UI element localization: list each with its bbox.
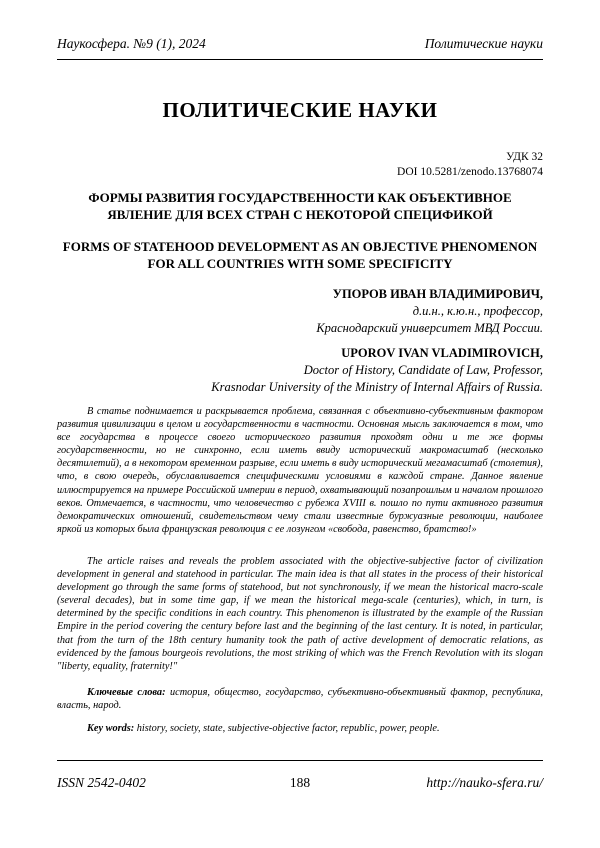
article-title-ru: ФОРМЫ РАЗВИТИЯ ГОСУДАРСТВЕННОСТИ КАК ОБЪЕКТИВНОЕ ЯВЛЕНИЕ ДЛЯ ВСЕХ СТРАН С НЕКОТОРОЙ СПЕЦИФИКОЙ bbox=[88, 190, 512, 222]
keywords-en bbox=[57, 722, 543, 735]
article-meta bbox=[397, 150, 543, 179]
author-degrees-ru: д.и.н., к.ю.н., профессор, bbox=[412, 304, 543, 318]
keywords-text-ru: история, общество, государство, субъективно-объективный фактор, республика, власть, народ. bbox=[57, 687, 544, 712]
author-degrees-en: Doctor of History, Candidate of Law, Professor, bbox=[303, 363, 543, 377]
header-rule bbox=[57, 59, 543, 60]
page-number: 188 bbox=[289, 775, 311, 790]
keywords-text-en: history, society, state, subjective-objective factor, republic, power, people. bbox=[136, 723, 440, 734]
running-head bbox=[57, 36, 543, 52]
author-name-en: UPOROV IVAN VLADIMIROVICH, bbox=[341, 346, 543, 360]
abstract-en: The article raises and reveals the problem associated with the objective-subjective factor of civilization development in general and statehood in particular. The main idea is that all states in the process of their historical development go through the same forms of statehood, but not synchronously, if we mean the historical macro-scale (several decades), but in some time gap, if we mean the historical mega-scale (centuries), which, in turn, is determined by the specific conditions in each country. This phenomenon is illustrated by the example of the Russian Empire in the period covering the century before last and the beginning of the last century. It is noted, in particular, that from the turn of the 18th century humanity took the path of active development of democratic relations, as evidenced by the famous bourgeois revolutions, the most striking of which was the French Revolution with its slogan "liberty, equality, fraternity!" bbox=[57, 556, 543, 672]
author-block-ru bbox=[316, 286, 543, 337]
running-section: Политические науки bbox=[424, 36, 543, 51]
author-affiliation-ru: Краснодарский университет МВД России. bbox=[316, 321, 543, 335]
author-name-ru: УПОРОВ ИВАН ВЛАДИМИРОВИЧ, bbox=[332, 287, 543, 301]
page-footer bbox=[57, 775, 543, 791]
doi: DOI 10.5281/zenodo.13768074 bbox=[397, 165, 543, 178]
footer-rule bbox=[57, 760, 543, 761]
author-block-en bbox=[211, 345, 543, 396]
author-affiliation-en: Krasnodar University of the Ministry of Internal Affairs of Russia. bbox=[211, 380, 543, 394]
abstract-ru: В статье поднимается и раскрывается проблема, связанная с объективно-субъективным фактором развития цивилизации в целом и государственности в частности. Основная мысль заключается в том, что все государства в процессе своего исторического развития проходят одни и те же формы государственности, но не синхронно, если иметь ввиду исторический макромасштаб (несколько десятилетий), а в некотором временном разрыве, если иметь в виду исторический мегамасштаб (столетия), что, в свою очередь, обуславливается специфическими условиями в каждой стране. Данное явление иллюстрируется на примере Российской империи в период, охватывающий позапрошлым и началом прошлого веков. Отмечается, в частности, что человечество с рубежа XVIII в. пошло по пути активного развития демократических отношений, свидетельством чему стали известные буржуазные революции, наиболее яркой из которых была французская революция с ее лозунгом «свобода, равенство, братство!» bbox=[57, 406, 543, 535]
article-title-en: FORMS OF STATEHOOD DEVELOPMENT AS AN OBJECTIVE PHENOMENON FOR ALL COUNTRIES WITH SOME SPECIFICITY bbox=[62, 239, 538, 271]
journal-issue: Наукосфера. №9 (1), 2024 bbox=[57, 36, 206, 51]
udk-code: УДК 32 bbox=[506, 151, 543, 163]
keywords-ru bbox=[57, 686, 543, 712]
issn: ISSN 2542-0402 bbox=[57, 775, 146, 790]
keywords-label-en: Key words: bbox=[87, 723, 135, 734]
section-title: ПОЛИТИЧЕСКИЕ НАУКИ bbox=[162, 98, 438, 122]
journal-url[interactable]: http://nauko-sfera.ru/ bbox=[426, 775, 543, 790]
keywords-label-ru: Ключевые слова: bbox=[87, 687, 166, 698]
